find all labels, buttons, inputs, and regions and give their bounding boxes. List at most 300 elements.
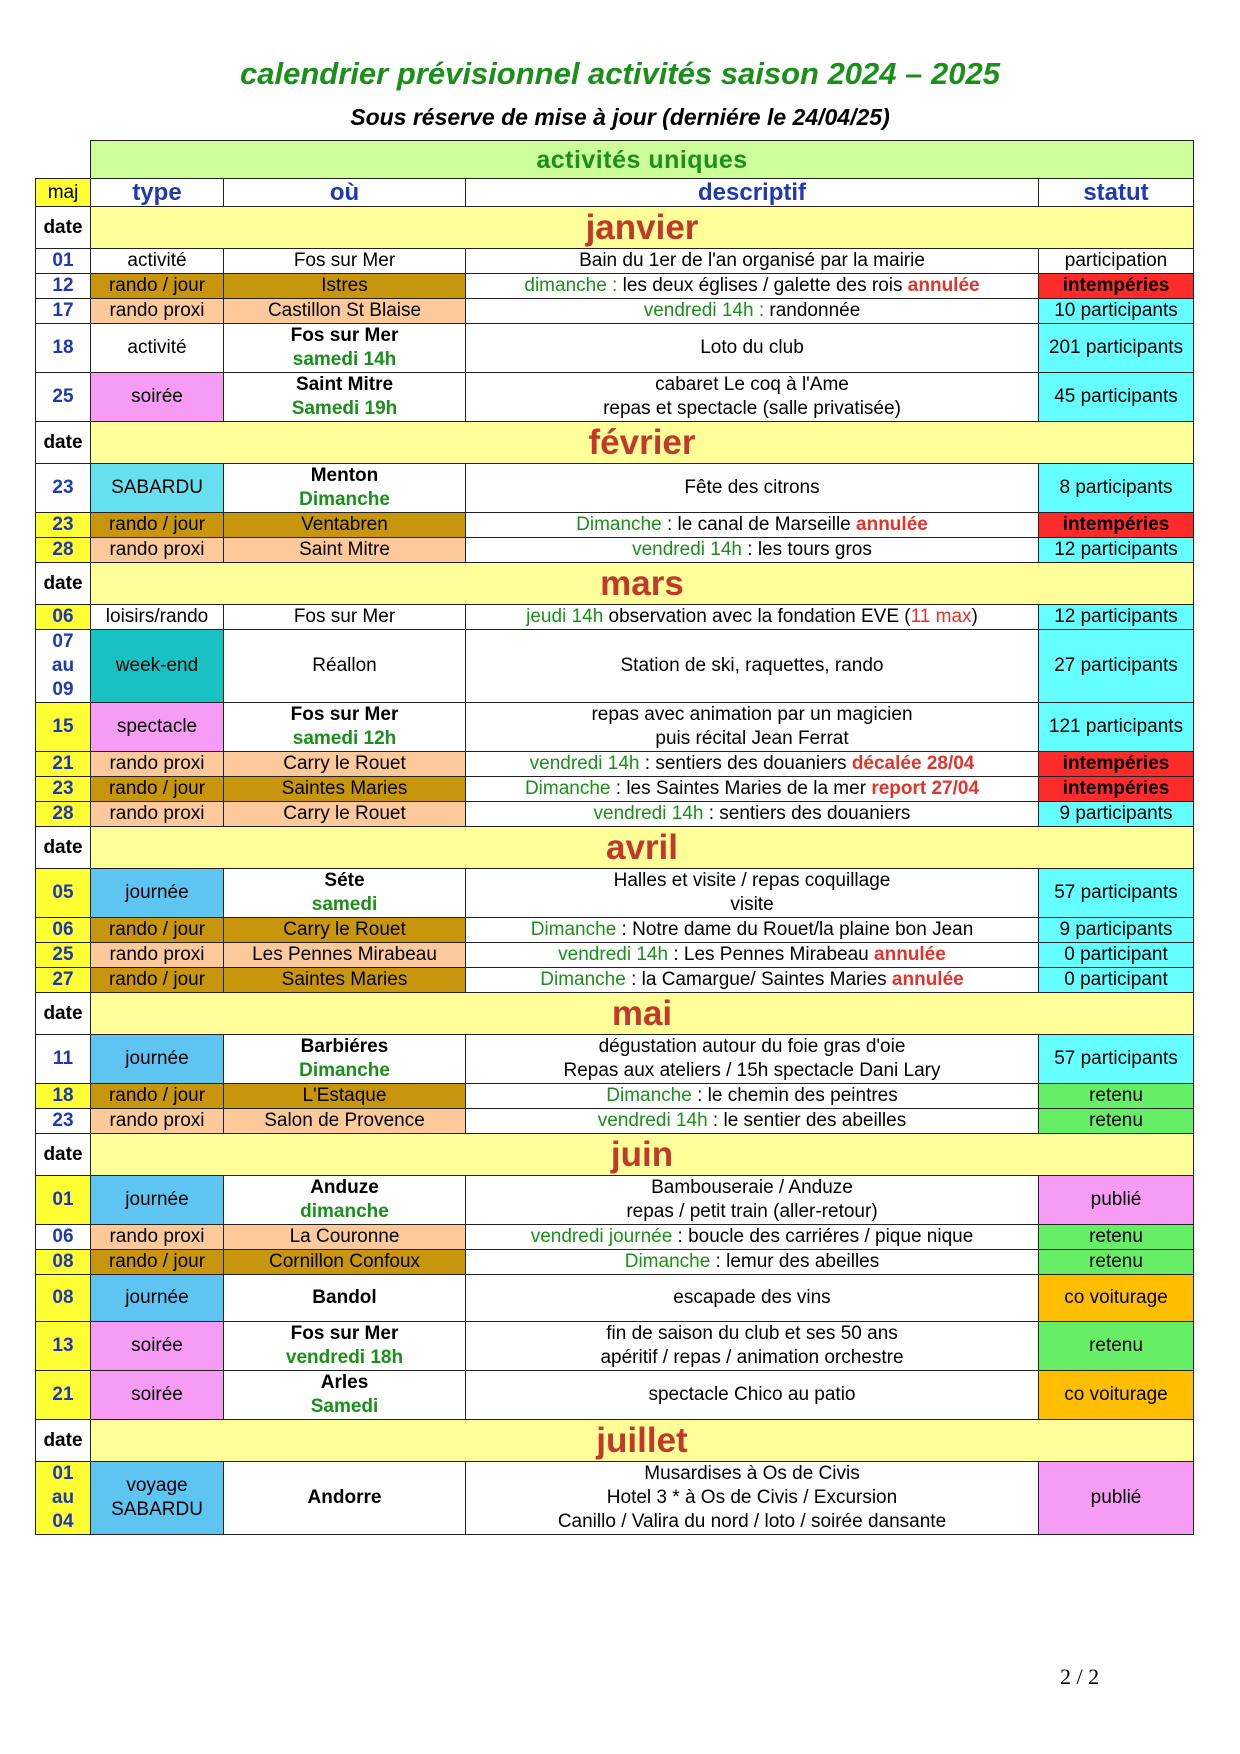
location-name: Saint Mitre bbox=[295, 374, 394, 395]
description-cell bbox=[466, 513, 1039, 538]
description-cell bbox=[466, 1225, 1039, 1250]
location-name: Saint Mitre bbox=[299, 539, 390, 560]
table-row bbox=[36, 1035, 1194, 1084]
description-text: : sentiers des douaniers bbox=[639, 753, 852, 774]
location-cell bbox=[224, 1462, 466, 1535]
maj-cell bbox=[36, 324, 91, 373]
description-text: randonnée bbox=[764, 300, 861, 321]
maj-value: 01 bbox=[52, 250, 74, 271]
type-cell bbox=[91, 1084, 224, 1109]
description-text: : le canal de Marseille bbox=[661, 514, 851, 535]
maj-cell bbox=[36, 538, 91, 563]
status-cell bbox=[1039, 802, 1194, 827]
location-name: Bandol bbox=[312, 1287, 377, 1308]
location-time: samedi 12h bbox=[292, 728, 397, 749]
description-day: vendredi 14h : bbox=[643, 300, 765, 321]
description-text: observation avec la fondation EVE ( bbox=[603, 606, 911, 627]
maj-cell bbox=[36, 605, 91, 630]
status-cell bbox=[1039, 1462, 1194, 1535]
date-label: date bbox=[36, 1134, 91, 1176]
location-cell bbox=[224, 324, 466, 373]
location-cell bbox=[224, 1035, 466, 1084]
maj-value: 01 bbox=[52, 1189, 74, 1210]
description-cell bbox=[466, 1371, 1039, 1420]
location-name: Cornillon Confoux bbox=[268, 1251, 421, 1272]
maj-cell bbox=[36, 1371, 91, 1420]
description-text: : les Saintes Maries de la mer bbox=[610, 778, 872, 799]
description-line-2: Hotel 3 * à Os de Civis / Excursion bbox=[606, 1487, 898, 1508]
status-value: participation bbox=[1064, 250, 1168, 271]
maj-cell bbox=[36, 630, 91, 703]
location-cell bbox=[224, 1109, 466, 1134]
type-value: voyage bbox=[126, 1475, 188, 1496]
description-text: : la Camargue/ Saintes Maries bbox=[625, 969, 892, 990]
header-descriptif: descriptif bbox=[466, 179, 1039, 207]
table-row bbox=[36, 1322, 1194, 1371]
description-line bbox=[468, 1084, 1036, 1108]
status-cell bbox=[1039, 1035, 1194, 1084]
location-cell bbox=[224, 538, 466, 563]
location-cell bbox=[224, 274, 466, 299]
location-name: Saintes Maries bbox=[281, 778, 408, 799]
description-line bbox=[468, 777, 1036, 801]
month-name: avril bbox=[91, 827, 1194, 869]
type-cell bbox=[91, 274, 224, 299]
month-row bbox=[36, 422, 1194, 464]
maj-cell bbox=[36, 968, 91, 993]
maj-cell bbox=[36, 1109, 91, 1134]
maj-cell bbox=[36, 1035, 91, 1084]
description-line bbox=[468, 476, 1036, 500]
maj-cell bbox=[36, 299, 91, 324]
maj-cell bbox=[36, 869, 91, 918]
location-cell bbox=[224, 802, 466, 827]
type-value: soirée bbox=[131, 1335, 183, 1356]
maj-value-3: 04 bbox=[52, 1511, 74, 1532]
type-value: rando / jour bbox=[108, 275, 206, 296]
location-time: samedi bbox=[311, 894, 378, 915]
status-cell bbox=[1039, 1322, 1194, 1371]
table-row bbox=[36, 1084, 1194, 1109]
description-line-2: apéritif / repas / animation orchestre bbox=[600, 1347, 904, 1368]
status-cell bbox=[1039, 513, 1194, 538]
type-cell bbox=[91, 299, 224, 324]
description-alert: annulée bbox=[907, 275, 980, 296]
description-line bbox=[468, 1250, 1036, 1274]
description-line-2: repas et spectacle (salle privatisée) bbox=[603, 398, 901, 419]
maj-cell bbox=[36, 1084, 91, 1109]
status-value: 12 participants bbox=[1054, 539, 1178, 560]
type-cell bbox=[91, 1035, 224, 1084]
description-cell bbox=[466, 777, 1039, 802]
status-value: 45 participants bbox=[1054, 386, 1178, 407]
status-cell bbox=[1039, 605, 1194, 630]
description-day: vendredi 14h bbox=[529, 753, 640, 774]
description-cell bbox=[466, 274, 1039, 299]
maj-value: 25 bbox=[52, 944, 74, 965]
description-cell bbox=[466, 1035, 1039, 1084]
maj-cell bbox=[36, 373, 91, 422]
type-cell bbox=[91, 324, 224, 373]
location-cell bbox=[224, 1275, 466, 1322]
date-label: date bbox=[36, 207, 91, 249]
maj-value-2: au bbox=[51, 655, 75, 676]
status-cell bbox=[1039, 373, 1194, 422]
type-value: week-end bbox=[115, 655, 199, 676]
maj-value: 12 bbox=[52, 275, 74, 296]
description-day: Dimanche bbox=[624, 1251, 711, 1272]
location-name: Séte bbox=[324, 870, 365, 891]
status-value: retenu bbox=[1089, 1226, 1143, 1247]
location-name: Andorre bbox=[307, 1487, 382, 1508]
table-title-row bbox=[36, 141, 1194, 179]
header-maj: maj bbox=[36, 179, 91, 207]
location-name: Réallon bbox=[312, 655, 377, 676]
description-day: dimanche : bbox=[524, 275, 618, 296]
description-day: Dimanche bbox=[576, 514, 662, 535]
type-cell bbox=[91, 703, 224, 752]
type-cell bbox=[91, 918, 224, 943]
maj-value: 28 bbox=[52, 803, 74, 824]
header-row bbox=[36, 179, 1194, 207]
location-time: Dimanche bbox=[299, 1060, 390, 1081]
description-line bbox=[468, 336, 1036, 360]
maj-value: 23 bbox=[52, 514, 74, 535]
table-row bbox=[36, 918, 1194, 943]
location-cell bbox=[224, 1084, 466, 1109]
status-value: retenu bbox=[1089, 1251, 1143, 1272]
location-name: Ventabren bbox=[301, 514, 388, 535]
type-value: journée bbox=[125, 1287, 189, 1308]
status-cell bbox=[1039, 324, 1194, 373]
location-name: Fos sur Mer bbox=[290, 325, 399, 346]
status-value: retenu bbox=[1089, 1335, 1143, 1356]
status-cell bbox=[1039, 968, 1194, 993]
description-line-2: puis récital Jean Ferrat bbox=[655, 728, 849, 749]
maj-value: 11 bbox=[52, 1048, 74, 1069]
status-cell bbox=[1039, 703, 1194, 752]
description-line bbox=[468, 1176, 1036, 1200]
type-value: rando proxi bbox=[109, 1226, 205, 1247]
type-value: SABARDU bbox=[111, 477, 203, 498]
description-text: : sentiers des douaniers bbox=[703, 803, 911, 824]
description-line-2: repas / petit train (aller-retour) bbox=[626, 1201, 878, 1222]
status-value: 27 participants bbox=[1054, 655, 1178, 676]
date-label: date bbox=[36, 422, 91, 464]
maj-value: 18 bbox=[52, 1085, 74, 1106]
status-value: 9 participants bbox=[1059, 919, 1173, 940]
location-time: dimanche bbox=[300, 1201, 389, 1222]
maj-value-3: 09 bbox=[52, 679, 74, 700]
status-value: 8 participants bbox=[1059, 477, 1173, 498]
description-suffix: ) bbox=[971, 606, 978, 627]
month-row bbox=[36, 1420, 1194, 1462]
maj-value: 23 bbox=[52, 1110, 74, 1131]
location-cell bbox=[224, 513, 466, 538]
maj-value: 21 bbox=[52, 753, 74, 774]
description-cell bbox=[466, 869, 1039, 918]
location-name: Les Pennes Mirabeau bbox=[252, 944, 437, 965]
location-name: Anduze bbox=[310, 1177, 379, 1198]
maj-cell bbox=[36, 918, 91, 943]
type-cell bbox=[91, 869, 224, 918]
description-line bbox=[468, 1286, 1036, 1310]
maj-cell bbox=[36, 752, 91, 777]
description-cell bbox=[466, 464, 1039, 513]
type-cell bbox=[91, 802, 224, 827]
status-value: 121 participants bbox=[1048, 716, 1184, 737]
type-value: rando / jour bbox=[108, 919, 206, 940]
description-text: : Les Pennes Mirabeau bbox=[668, 944, 875, 965]
table-row bbox=[36, 1462, 1194, 1535]
location-cell bbox=[224, 299, 466, 324]
type-cell bbox=[91, 1176, 224, 1225]
description-day: Dimanche bbox=[540, 969, 626, 990]
description-day: vendredi 14h bbox=[597, 1110, 708, 1131]
month-name: mai bbox=[91, 993, 1194, 1035]
status-cell bbox=[1039, 299, 1194, 324]
status-value: intempéries bbox=[1062, 514, 1170, 535]
type-cell bbox=[91, 513, 224, 538]
description-day: Dimanche bbox=[524, 778, 611, 799]
location-name: Istres bbox=[321, 275, 368, 296]
status-cell bbox=[1039, 1250, 1194, 1275]
maj-cell bbox=[36, 802, 91, 827]
type-cell bbox=[91, 1250, 224, 1275]
maj-cell bbox=[36, 1275, 91, 1322]
status-cell bbox=[1039, 1176, 1194, 1225]
maj-value: 23 bbox=[52, 477, 74, 498]
status-cell bbox=[1039, 1084, 1194, 1109]
description-line-2: visite bbox=[730, 894, 774, 915]
description-text: : le chemin des peintres bbox=[691, 1085, 898, 1106]
location-cell bbox=[224, 1176, 466, 1225]
location-cell bbox=[224, 605, 466, 630]
type-cell bbox=[91, 1371, 224, 1420]
maj-value-2: au bbox=[51, 1487, 75, 1508]
table-row bbox=[36, 943, 1194, 968]
maj-value: 06 bbox=[52, 1226, 74, 1247]
description-alert: annulée bbox=[891, 969, 964, 990]
description-cell bbox=[466, 1250, 1039, 1275]
description-text: : Notre dame du Rouet/la plaine bon Jean bbox=[616, 919, 974, 940]
type-cell bbox=[91, 373, 224, 422]
type-value: loisirs/rando bbox=[105, 606, 209, 627]
location-cell bbox=[224, 918, 466, 943]
status-value: co voiturage bbox=[1064, 1287, 1168, 1308]
status-value: 0 participant bbox=[1064, 969, 1168, 990]
description-day: Dimanche bbox=[530, 919, 617, 940]
maj-value: 06 bbox=[52, 606, 74, 627]
month-row bbox=[36, 563, 1194, 605]
description-cell bbox=[466, 968, 1039, 993]
description-line bbox=[468, 1383, 1036, 1407]
description-text: : les tours gros bbox=[741, 539, 872, 560]
maj-cell bbox=[36, 1225, 91, 1250]
location-name: Carry le Rouet bbox=[283, 803, 406, 824]
description-text: Bambouseraie / Anduze bbox=[651, 1177, 853, 1198]
description-line bbox=[468, 513, 1036, 537]
location-cell bbox=[224, 373, 466, 422]
status-value: intempéries bbox=[1062, 753, 1170, 774]
type-cell bbox=[91, 777, 224, 802]
location-time: Samedi 19h bbox=[291, 398, 398, 419]
type-value: rando proxi bbox=[109, 1110, 205, 1131]
maj-value: 18 bbox=[52, 337, 74, 358]
table-row bbox=[36, 538, 1194, 563]
maj-value: 25 bbox=[52, 386, 74, 407]
description-alert: report 27/04 bbox=[871, 778, 980, 799]
type-cell bbox=[91, 1225, 224, 1250]
table-row bbox=[36, 605, 1194, 630]
month-row bbox=[36, 827, 1194, 869]
maj-value: 27 bbox=[52, 969, 74, 990]
location-cell bbox=[224, 1322, 466, 1371]
description-text: Bain du 1er de l'an organisé par la mairie bbox=[579, 250, 925, 271]
location-name: Carry le Rouet bbox=[283, 753, 406, 774]
description-line bbox=[468, 274, 1036, 298]
description-text: Fête des citrons bbox=[684, 477, 820, 498]
description-text: cabaret Le coq à l'Ame bbox=[655, 374, 849, 395]
description-cell bbox=[466, 943, 1039, 968]
location-name: Fos sur Mer bbox=[293, 606, 396, 627]
type-cell bbox=[91, 1275, 224, 1322]
location-name: Fos sur Mer bbox=[290, 1323, 399, 1344]
description-text: repas avec animation par un magicien bbox=[591, 704, 913, 725]
status-cell bbox=[1039, 1225, 1194, 1250]
location-cell bbox=[224, 249, 466, 274]
type-value: activité bbox=[127, 250, 187, 271]
maj-value: 21 bbox=[52, 1384, 74, 1405]
description-cell bbox=[466, 299, 1039, 324]
status-value: intempéries bbox=[1062, 778, 1170, 799]
maj-value: 08 bbox=[52, 1251, 74, 1272]
table-title: activités uniques bbox=[91, 141, 1194, 179]
status-value: publié bbox=[1090, 1487, 1142, 1508]
type-value: spectacle bbox=[116, 716, 198, 737]
table-row bbox=[36, 630, 1194, 703]
description-line bbox=[468, 249, 1036, 273]
maj-value: 13 bbox=[52, 1335, 74, 1356]
type-value: rando proxi bbox=[109, 944, 205, 965]
maj-value: 17 bbox=[52, 300, 74, 321]
table-row bbox=[36, 1225, 1194, 1250]
page-title: calendrier prévisionnel activités saison 2024 – 2025 bbox=[240, 56, 1000, 91]
maj-cell bbox=[36, 703, 91, 752]
maj-value: 05 bbox=[52, 882, 74, 903]
type-value-2: SABARDU bbox=[111, 1499, 203, 1520]
type-cell bbox=[91, 630, 224, 703]
status-cell bbox=[1039, 943, 1194, 968]
description-day: vendredi journée bbox=[530, 1226, 673, 1247]
location-name: Salon de Provence bbox=[264, 1110, 425, 1131]
location-time: vendredi 18h bbox=[285, 1347, 404, 1368]
status-value: 12 participants bbox=[1054, 606, 1178, 627]
location-name: Arles bbox=[320, 1372, 369, 1393]
type-value: rando / jour bbox=[108, 1251, 206, 1272]
description-alert: annulée bbox=[874, 944, 946, 965]
page-number: 2 / 2 bbox=[1060, 1664, 1100, 1689]
type-cell bbox=[91, 1322, 224, 1371]
table-row bbox=[36, 1250, 1194, 1275]
maj-cell bbox=[36, 1322, 91, 1371]
location-name: Menton bbox=[310, 465, 379, 486]
maj-cell bbox=[36, 1250, 91, 1275]
type-value: rando proxi bbox=[109, 300, 205, 321]
location-name: Barbiéres bbox=[300, 1036, 389, 1057]
month-name: juillet bbox=[91, 1420, 1194, 1462]
table-row bbox=[36, 373, 1194, 422]
description-alert: annulée bbox=[856, 514, 928, 535]
description-cell bbox=[466, 1084, 1039, 1109]
date-label: date bbox=[36, 827, 91, 869]
header-ou: où bbox=[224, 179, 466, 207]
location-cell bbox=[224, 777, 466, 802]
description-day: jeudi 14h bbox=[526, 606, 604, 627]
date-label: date bbox=[36, 993, 91, 1035]
description-cell bbox=[466, 802, 1039, 827]
description-day: vendredi 14h bbox=[593, 803, 704, 824]
maj-value: 08 bbox=[52, 1287, 74, 1308]
location-name: Carry le Rouet bbox=[283, 919, 406, 940]
description-line bbox=[468, 538, 1036, 562]
description-cell bbox=[466, 918, 1039, 943]
table-row bbox=[36, 513, 1194, 538]
description-line bbox=[468, 869, 1036, 893]
header-type: type bbox=[91, 179, 224, 207]
description-cell bbox=[466, 1109, 1039, 1134]
status-value: intempéries bbox=[1062, 275, 1170, 296]
type-value: rando proxi bbox=[109, 753, 205, 774]
status-value: retenu bbox=[1089, 1085, 1143, 1106]
table-row bbox=[36, 1109, 1194, 1134]
description-line bbox=[468, 752, 1036, 776]
status-value: 57 participants bbox=[1054, 1048, 1178, 1069]
type-cell bbox=[91, 605, 224, 630]
maj-cell bbox=[36, 513, 91, 538]
status-cell bbox=[1039, 869, 1194, 918]
status-value: 201 participants bbox=[1048, 337, 1184, 358]
description-text: Loto du club bbox=[700, 337, 804, 358]
description-line bbox=[468, 1109, 1036, 1133]
maj-value: 06 bbox=[52, 919, 74, 940]
status-value: 10 participants bbox=[1054, 300, 1178, 321]
location-cell bbox=[224, 1371, 466, 1420]
description-line bbox=[468, 943, 1036, 967]
date-label: date bbox=[36, 1420, 91, 1462]
location-name: Saintes Maries bbox=[281, 969, 408, 990]
description-cell bbox=[466, 752, 1039, 777]
description-line bbox=[468, 1322, 1036, 1346]
location-name: Fos sur Mer bbox=[290, 704, 399, 725]
type-cell bbox=[91, 538, 224, 563]
location-cell bbox=[224, 943, 466, 968]
maj-value: 15 bbox=[52, 716, 74, 737]
location-cell bbox=[224, 1225, 466, 1250]
description-line bbox=[468, 654, 1036, 678]
status-value: retenu bbox=[1089, 1110, 1143, 1131]
description-line bbox=[468, 1035, 1036, 1059]
location-time: Samedi bbox=[310, 1396, 379, 1417]
location-cell bbox=[224, 703, 466, 752]
status-cell bbox=[1039, 918, 1194, 943]
type-cell bbox=[91, 1462, 224, 1535]
table-row bbox=[36, 802, 1194, 827]
table-row bbox=[36, 274, 1194, 299]
type-cell bbox=[91, 464, 224, 513]
maj-value: 23 bbox=[52, 778, 74, 799]
description-line bbox=[468, 802, 1036, 826]
